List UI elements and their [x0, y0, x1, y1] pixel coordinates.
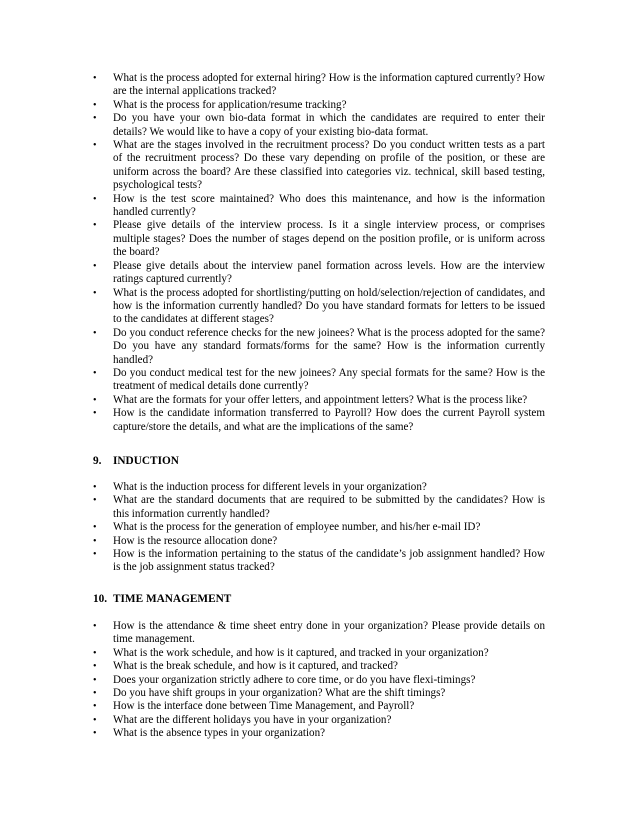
section-heading-induction [93, 455, 179, 468]
bullet-icon: • [93, 140, 97, 152]
list-item [93, 660, 545, 673]
list-item-text: Do you conduct reference checks for the new joinees? What is the process adopted for the same? Do you have any standard formats/forms for the same? How is the information currently handled? [113, 326, 545, 366]
bullet-icon: • [93, 701, 97, 713]
list-item-text: What is the process adopted for shortlisting/putting on hold/selection/rejection of candidates, and how is the information currently handled? Do you have standard formats for letters to be issued to the candidates at different stages? [113, 286, 545, 326]
list-item-text: What are the standard documents that are required to be submitted by the candidates? How is this information currently handled? [113, 494, 545, 520]
list-item [93, 535, 545, 548]
list-item [93, 287, 545, 327]
list-item [93, 72, 545, 99]
list-item-text: What is the work schedule, and how is it captured, and tracked in your organization? [113, 646, 489, 659]
list-item [93, 647, 545, 660]
list-item [93, 367, 545, 394]
list-item-text: What are the stages involved in the recruitment process? Do you conduct written tests as a part of the recruitment process? Do these vary depending on profile of the position, or these are uniform across the board? Are these classified into categories viz. technical, skill based testing, psychological tests? [113, 139, 545, 192]
list-item [93, 548, 545, 575]
bullet-icon: • [93, 522, 97, 534]
section-title: TIME MANAGEMENT [113, 593, 232, 605]
bullet-icon: • [93, 728, 97, 740]
list-item [93, 521, 545, 534]
bullet-icon: • [93, 661, 97, 673]
bullet-icon: • [93, 482, 97, 493]
list-item-text: What is the induction process for different levels in your organization? [113, 481, 427, 493]
list-item-text: What is the process for application/resume tracking? [113, 98, 347, 111]
list-item-text: How is the information pertaining to the status of the candidate’s job assignment handled? How is the job assignment status tracked? [113, 548, 545, 574]
list-item [93, 193, 545, 220]
list-item-text: What is the process for the generation of employee number, and his/her e-mail ID? [113, 521, 481, 534]
bullet-icon: • [93, 408, 97, 420]
list-item [93, 727, 545, 740]
bullet-icon: • [93, 674, 97, 686]
time-management-question-list [93, 620, 545, 741]
bullet-icon: • [93, 394, 97, 406]
bullet-icon: • [93, 260, 97, 272]
list-item [93, 394, 545, 407]
list-item-text: What are the formats for your offer letters, and appointment letters? What is the process like? [113, 393, 528, 406]
list-item-text: What is the process adopted for external hiring? How is the information captured currently? How are the internal applications tracked? [113, 72, 545, 98]
list-item [93, 99, 545, 112]
list-item-text: What are the different holidays you have in your organization? [113, 713, 392, 726]
bullet-icon: • [93, 99, 97, 111]
list-item [93, 219, 545, 259]
list-item [93, 481, 545, 494]
list-item [93, 327, 545, 367]
list-item [93, 112, 545, 139]
section-number: 9. [93, 455, 102, 467]
list-item [93, 494, 545, 521]
induction-question-list [93, 481, 545, 575]
bullet-icon: • [93, 73, 97, 84]
bullet-icon: • [93, 327, 97, 339]
list-item-text: How is the candidate information transferred to Payroll? How does the current Payroll system capture/store the details, and what are the implications of the same? [113, 407, 545, 433]
list-item-text: How is the attendance & time sheet entry done in your organization? Please provide details on time management. [113, 620, 545, 646]
section-heading-time-management [93, 593, 231, 606]
list-item-text: Please give details of the interview process. Is it a single interview process, or comprises multiple stages? Does the number of stages depend on the position profile, or is uniform across the board? [113, 219, 545, 259]
bullet-icon: • [93, 714, 97, 726]
list-item-text: What is the absence types in your organization? [113, 727, 326, 740]
bullet-icon: • [93, 549, 97, 561]
bullet-icon: • [93, 287, 97, 299]
list-item [93, 139, 545, 193]
bullet-icon: • [93, 367, 97, 379]
list-item-text: What is the break schedule, and how is it captured, and tracked? [113, 660, 398, 673]
recruitment-question-list [93, 72, 545, 434]
list-item [93, 260, 545, 287]
bullet-icon: • [93, 688, 97, 700]
bullet-icon: • [93, 495, 97, 507]
list-item-text: Do you have your own bio-data format in which the candidates are required to enter their details? We would like to have a copy of your existing bio-data format. [113, 112, 545, 138]
list-item [93, 407, 545, 434]
list-item-text: Please give details about the interview panel formation across levels. How are the interview ratings captured currently? [113, 259, 545, 286]
list-item [93, 620, 545, 647]
section-title: INDUCTION [113, 455, 179, 467]
list-item [93, 687, 545, 700]
list-item-text: How is the test score maintained? Who does this maintenance, and how is the information handled currently? [113, 192, 545, 219]
list-item-text: Do you conduct medical test for the new joinees? Any special formats for the same? How is the treatment of medical details done currently? [113, 366, 545, 393]
bullet-icon: • [93, 621, 97, 632]
list-item-text: Does your organization strictly adhere to core time, or do you have flexi-timings? [113, 673, 476, 686]
bullet-icon: • [93, 113, 97, 125]
bullet-icon: • [93, 647, 97, 659]
section-number: 10. [93, 593, 108, 605]
bullet-icon: • [93, 220, 97, 232]
bullet-icon: • [93, 193, 97, 205]
list-item-text: How is the resource allocation done? [113, 534, 278, 547]
list-item-text: Do you have shift groups in your organization? What are the shift timings? [113, 687, 446, 700]
list-item-text: How is the interface done between Time Management, and Payroll? [113, 700, 415, 713]
list-item [93, 674, 545, 687]
list-item [93, 714, 545, 727]
bullet-icon: • [93, 535, 97, 547]
list-item [93, 700, 545, 713]
